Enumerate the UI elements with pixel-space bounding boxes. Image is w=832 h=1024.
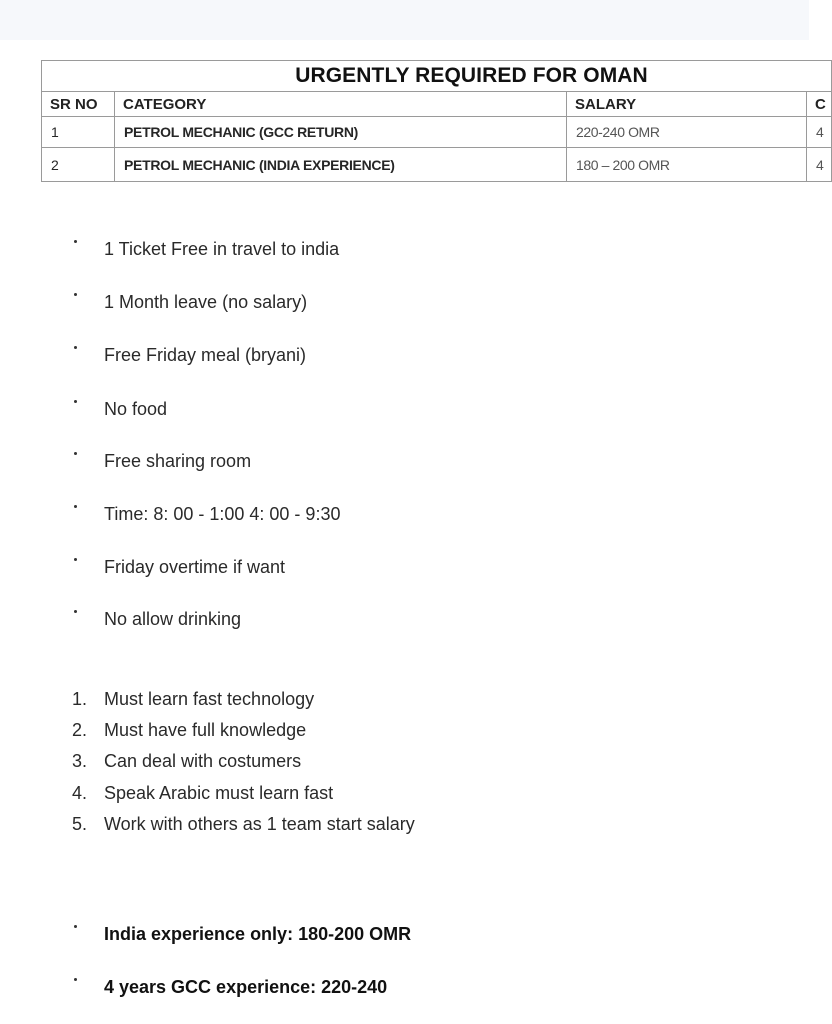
list-item: 1. Must learn fast technology	[72, 689, 315, 709]
table-row	[42, 117, 832, 148]
header-sr-no: SR NO	[42, 92, 115, 117]
cell-salary: 180 – 200 OMR	[567, 148, 807, 182]
bullet-icon	[74, 925, 77, 928]
list-item: No food	[0, 398, 600, 422]
list-item: India experience only: 180-200 OMR	[0, 923, 600, 947]
bullet-icon	[74, 240, 77, 243]
list-item: No allow drinking	[0, 608, 600, 632]
top-band	[0, 0, 809, 40]
table-row	[42, 148, 832, 182]
cell-category: PETROL MECHANIC (INDIA EXPERIENCE)	[115, 148, 567, 182]
cell-salary: 220-240 OMR	[567, 117, 807, 148]
list-item: Time: 8: 00 - 1:00 4: 00 - 9:30	[0, 503, 600, 527]
list-item: 3. Can deal with costumers	[72, 751, 302, 771]
list-item: 4 years GCC experience: 220-240	[0, 976, 600, 1000]
cell-extra: 4	[807, 148, 832, 182]
list-item: Free Friday meal (bryani)	[0, 344, 600, 368]
bullet-icon	[74, 558, 77, 561]
header-category: CATEGORY	[115, 92, 567, 117]
list-item: Friday overtime if want	[0, 556, 600, 580]
table-title: URGENTLY REQUIRED FOR OMAN	[42, 61, 832, 92]
list-item: 1 Ticket Free in travel to india	[0, 238, 600, 262]
cell-sr-no: 2	[42, 148, 115, 182]
job-table	[41, 60, 832, 182]
list-item: 2. Must have full knowledge	[72, 720, 307, 740]
bullet-icon	[74, 452, 77, 455]
list-item: Free sharing room	[0, 450, 600, 474]
bullet-icon	[74, 400, 77, 403]
header-extra: C	[807, 92, 832, 117]
cell-category: PETROL MECHANIC (GCC RETURN)	[115, 117, 567, 148]
list-item: 5. Work with others as 1 team start salary	[72, 814, 415, 834]
bullet-icon	[74, 293, 77, 296]
header-salary: SALARY	[567, 92, 807, 117]
cell-extra: 4	[807, 117, 832, 148]
list-item: 4. Speak Arabic must learn fast	[72, 783, 334, 803]
cell-sr-no: 1	[42, 117, 115, 148]
bullet-icon	[74, 505, 77, 508]
bullet-icon	[74, 978, 77, 981]
list-item: 1 Month leave (no salary)	[0, 291, 600, 315]
bullet-icon	[74, 610, 77, 613]
bullet-icon	[74, 346, 77, 349]
